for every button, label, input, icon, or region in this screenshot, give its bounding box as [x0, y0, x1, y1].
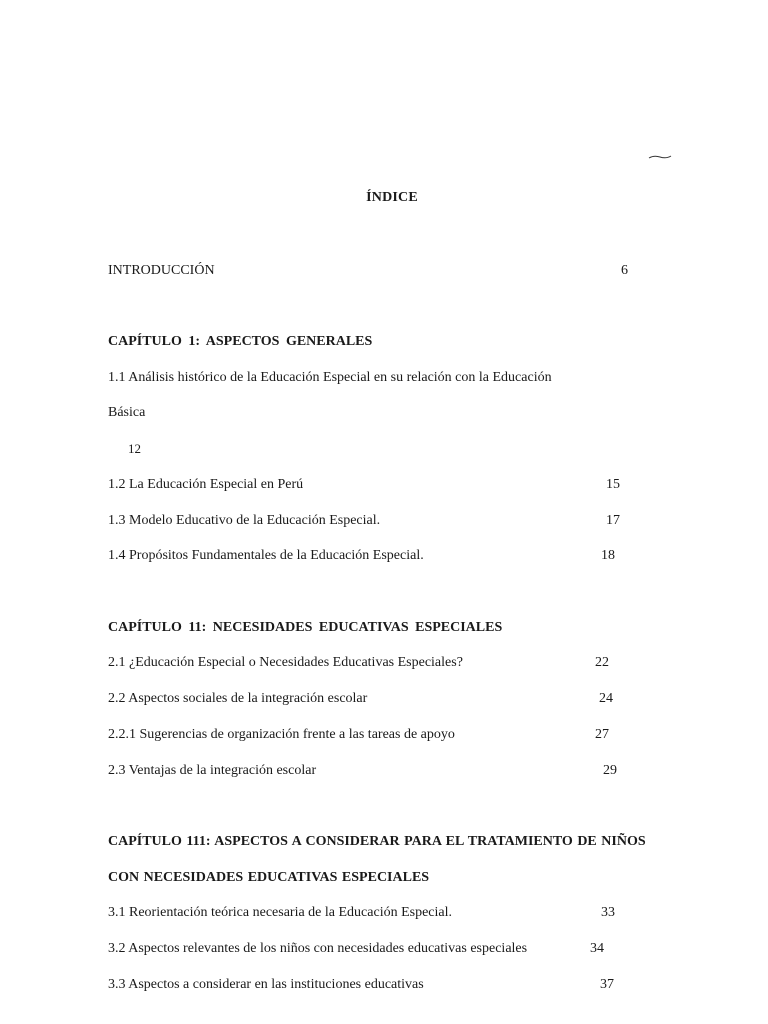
- toc-page-2-2-1: 27: [595, 727, 609, 742]
- toc-entry-2-2: 2.2 Aspectos sociales de la integración escolar: [108, 691, 368, 706]
- toc-page-1-1: 12: [128, 441, 141, 456]
- toc-page-introduccion: 6: [621, 263, 628, 278]
- toc-entry-2-3: 2.3 Ventajas de la integración escolar: [108, 763, 317, 778]
- chapter-3-heading-line2: CON NECESIDADES EDUCATIVAS ESPECIALES: [108, 870, 430, 885]
- corner-scribble-mark: [648, 150, 672, 160]
- toc-entry-3-1: 3.1 Reorientación teórica necesaria de la Educación Especial.: [108, 905, 452, 920]
- toc-entry-2-1: 2.1 ¿Educación Especial o Necesidades Educativas Especiales?: [108, 655, 463, 670]
- toc-entry-1-4: 1.4 Propósitos Fundamentales de la Educación Especial.: [108, 548, 424, 563]
- toc-page-2-1: 22: [595, 655, 609, 670]
- toc-page-3-1: 33: [601, 905, 615, 920]
- chapter-1-heading: CAPÍTULO 1: ASPECTOS GENERALES: [108, 334, 373, 349]
- toc-entry-introduccion: INTRODUCCIÓN: [108, 263, 215, 278]
- chapter-3-heading-line1: CAPÍTULO 111: ASPECTOS A CONSIDERAR PARA EL TRATAMIENTO DE NIÑOS: [108, 834, 646, 849]
- toc-entry-1-2: 1.2 La Educación Especial en Perú: [108, 477, 304, 492]
- toc-page-1-2: 15: [606, 477, 620, 492]
- toc-page-2-3: 29: [603, 763, 617, 778]
- toc-page-2-2: 24: [599, 691, 613, 706]
- chapter-2-heading: CAPÍTULO 11: NECESIDADES EDUCATIVAS ESPECIALES: [108, 620, 503, 635]
- toc-entry-1-1-line1: 1.1 Análisis histórico de la Educación Especial en su relación con la Educación: [108, 370, 552, 385]
- index-title: ÍNDICE: [366, 190, 418, 205]
- toc-entry-2-2-1: 2.2.1 Sugerencias de organización frente a las tareas de apoyo: [108, 727, 455, 742]
- toc-page-3-3: 37: [600, 977, 614, 992]
- toc-entry-1-1-line2: Básica: [108, 405, 146, 420]
- toc-entry-3-2: 3.2 Aspectos relevantes de los niños con necesidades educativas especiales: [108, 941, 528, 956]
- toc-entry-1-3: 1.3 Modelo Educativo de la Educación Especial.: [108, 513, 381, 528]
- toc-page-3-2: 34: [590, 941, 604, 956]
- toc-entry-3-3: 3.3 Aspectos a considerar en las instituciones educativas: [108, 977, 424, 992]
- toc-page-1-4: 18: [601, 548, 615, 563]
- toc-page-1-3: 17: [606, 513, 620, 528]
